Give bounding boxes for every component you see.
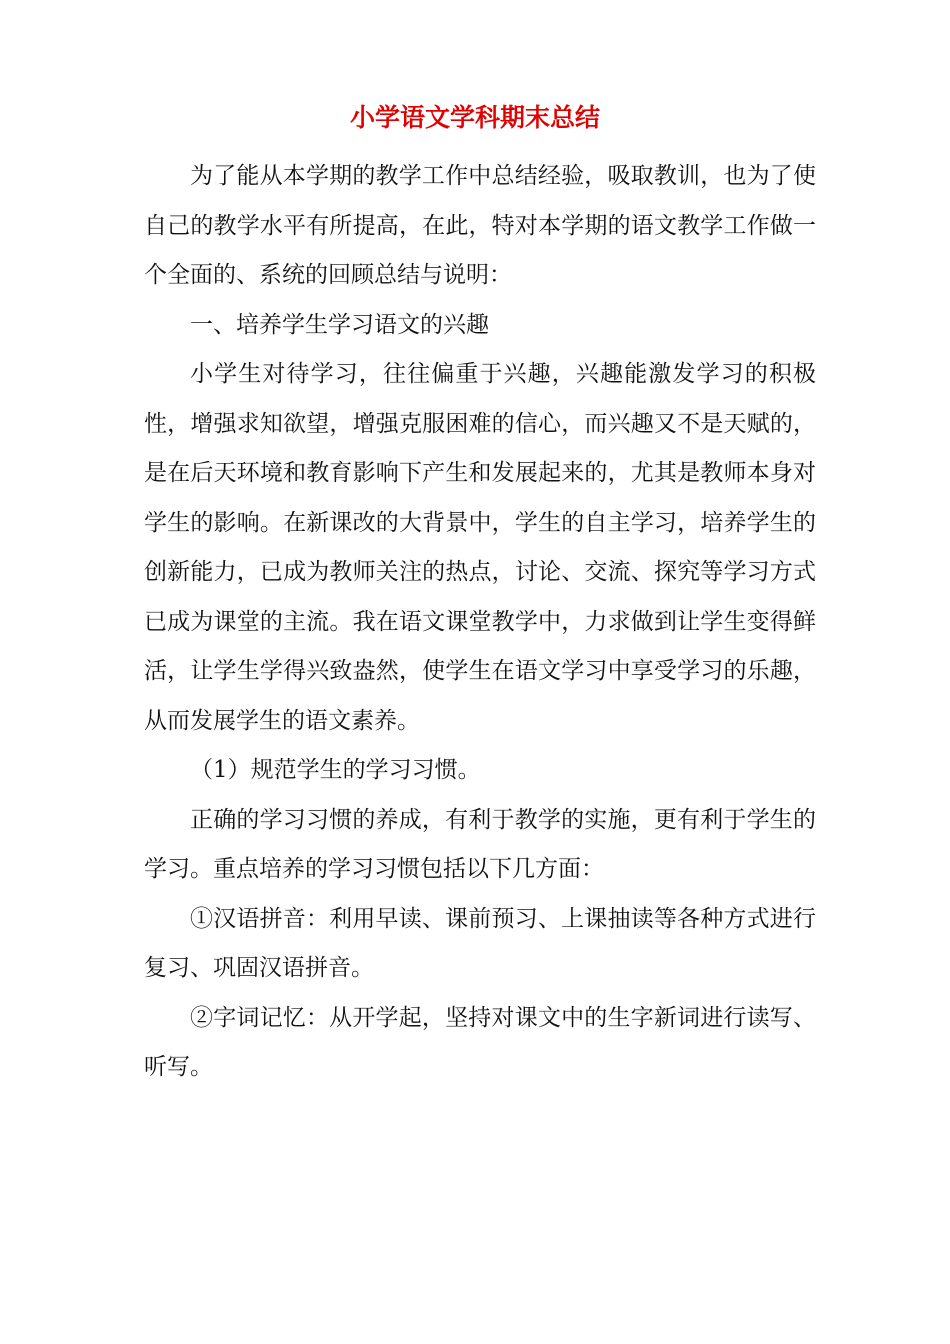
list-item-vocabulary: ②字词记忆：从开学起，坚持对课文中的生字新词进行读写、听写。 (144, 1004, 816, 1080)
paragraph-intro: 为了能从本学期的教学工作中总结经验，吸取教训，也为了使自己的教学水平有所提高，在此，特对本学期的语文教学工作做一个全面的、系统的回顾总结与说明： (144, 163, 816, 288)
document-body (144, 152, 816, 1093)
subheading-habits: （1）规范学生的学习习惯。 (190, 757, 481, 783)
document-title: 小学语文学科期末总结 (349, 103, 600, 132)
paragraph-interest: 小学生对待学习，往往偏重于兴趣，兴趣能激发学习的积极性，增强求知欲望，增强克服困难的信心，而兴趣又不是天赋的，是在后天环境和教育影响下产生和发展起来的，尤其是教师本身对学生的影响。在新课改的大背景中，学生的自主学习，培养学生的创新能力，已成为教师关注的热点，讨论、交流、探究等学习方式已成为课堂的主流。我在语文课堂教学中，力求做到让学生变得鲜活，让学生学得兴致盎然，使学生在语文学习中享受学习的乐趣，从而发展学生的语文素养。 (144, 361, 816, 734)
list-item-pinyin: ①汉语拼音：利用早读、课前预习、上课抽读等各种方式进行复习、巩固汉语拼音。 (144, 905, 816, 981)
paragraph-habits: 正确的学习习惯的养成，有利于教学的实施，更有利于学生的学习。重点培养的学习习惯包括以下几方面： (144, 806, 816, 882)
section-heading-interest: 一、培养学生学习语文的兴趣 (190, 311, 489, 338)
